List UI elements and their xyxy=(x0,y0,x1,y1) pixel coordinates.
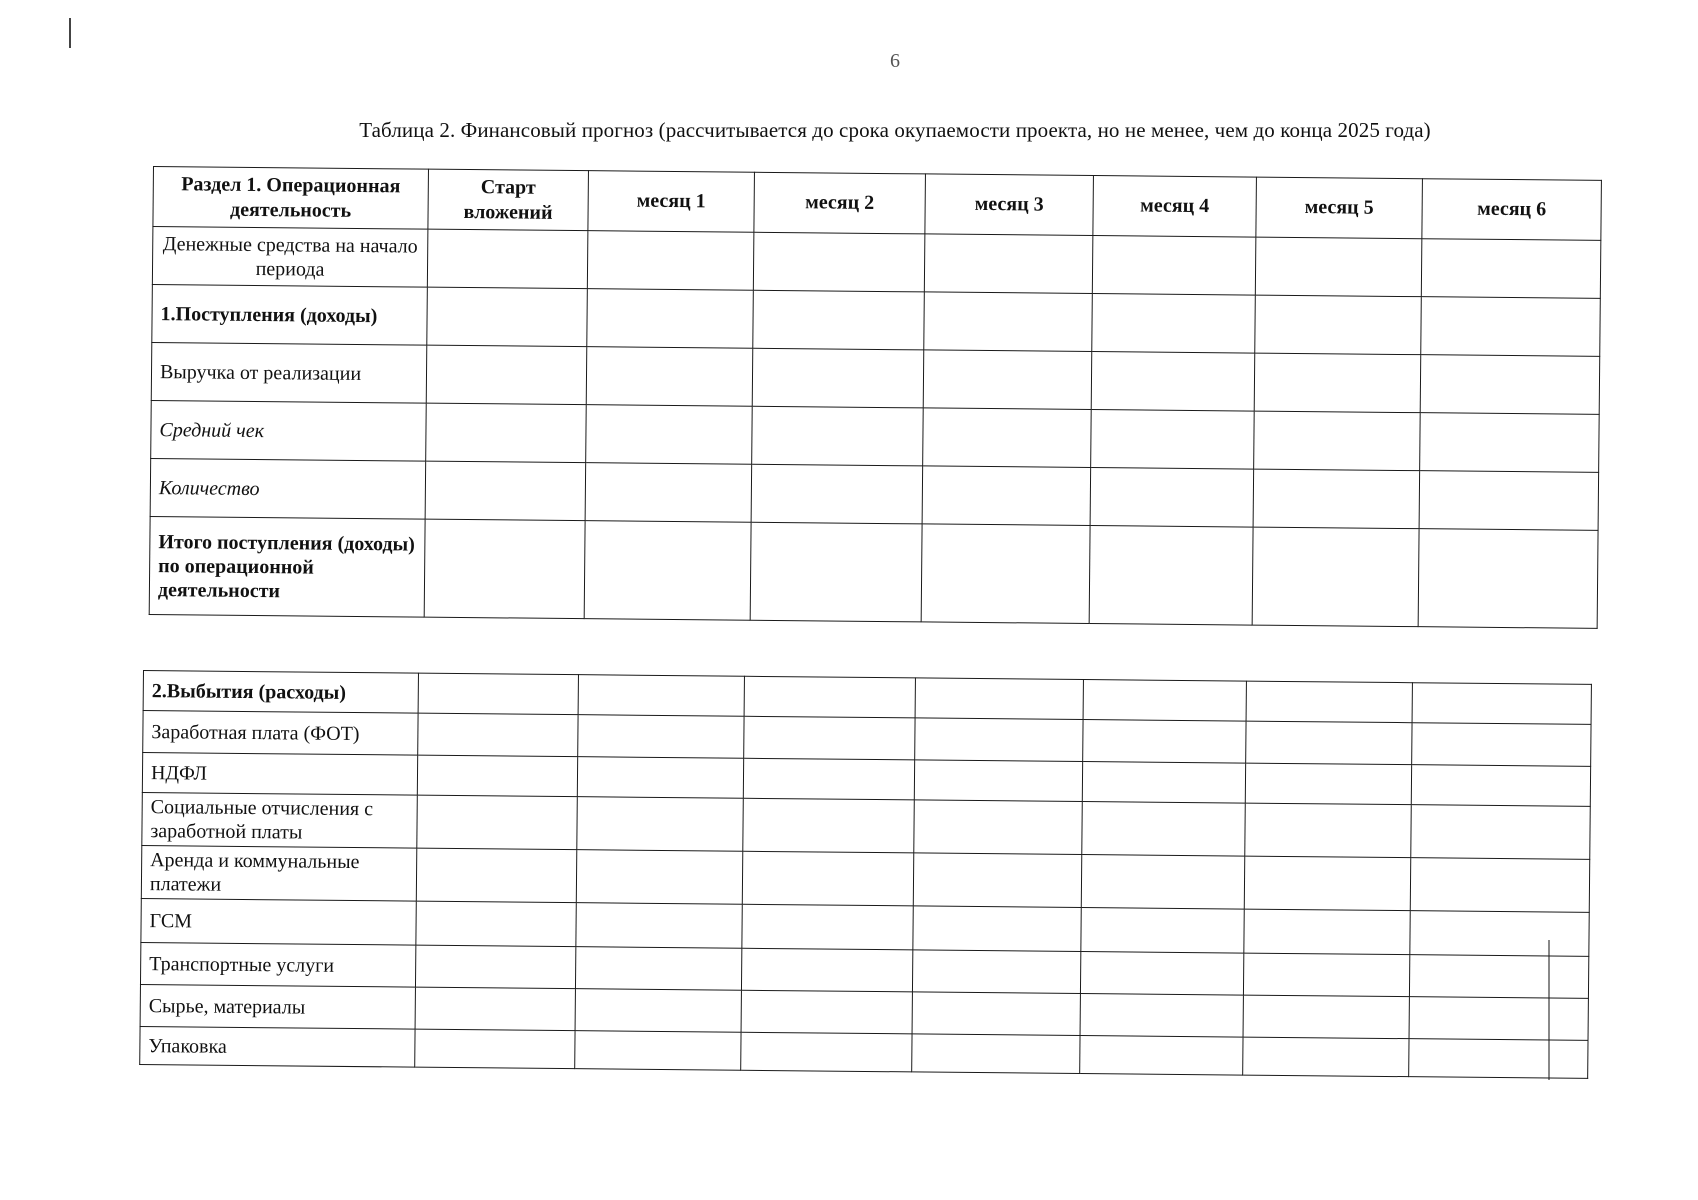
value-cell[interactable] xyxy=(1411,765,1590,807)
value-cell[interactable] xyxy=(1420,413,1600,473)
value-cell[interactable] xyxy=(1244,856,1411,911)
header-month-3: месяц 3 xyxy=(925,174,1094,236)
value-cell[interactable] xyxy=(1083,680,1246,722)
row-label-expenses: 2.Выбытия (расходы) xyxy=(143,671,418,714)
value-cell[interactable] xyxy=(575,947,741,991)
value-cell[interactable] xyxy=(743,798,915,853)
value-cell[interactable] xyxy=(415,1029,575,1069)
scan-mark xyxy=(69,18,71,48)
value-cell[interactable] xyxy=(1421,239,1601,299)
value-cell[interactable] xyxy=(751,464,923,524)
value-cell[interactable] xyxy=(1255,295,1422,355)
value-cell[interactable] xyxy=(575,989,741,1033)
row-label-quantity: Количество xyxy=(150,458,426,519)
value-cell[interactable] xyxy=(1081,908,1244,954)
value-cell[interactable] xyxy=(753,232,925,292)
value-cell[interactable] xyxy=(914,800,1083,855)
value-cell[interactable] xyxy=(426,345,587,405)
header-month-1: месяц 1 xyxy=(588,171,755,233)
value-cell[interactable] xyxy=(915,718,1083,762)
value-cell[interactable] xyxy=(1083,720,1246,764)
value-cell[interactable] xyxy=(416,901,576,947)
value-cell[interactable] xyxy=(416,848,577,903)
value-cell[interactable] xyxy=(1410,911,1589,957)
value-cell[interactable] xyxy=(924,292,1093,352)
value-cell[interactable] xyxy=(578,715,744,759)
value-cell[interactable] xyxy=(922,466,1091,526)
value-cell[interactable] xyxy=(752,406,924,466)
value-cell[interactable] xyxy=(1090,468,1254,528)
value-cell[interactable] xyxy=(415,945,575,989)
value-cell[interactable] xyxy=(921,524,1090,624)
row-label-fuel: ГСМ xyxy=(141,898,416,945)
value-cell[interactable] xyxy=(1411,805,1591,860)
value-cell[interactable] xyxy=(1246,721,1412,765)
table-title: Таблица 2. Финансовый прогноз (рассчитывается до срока окупаемости проекта, но не менее, чем до конца 2025 года) xyxy=(359,118,1431,142)
header-month-2: месяц 2 xyxy=(754,172,926,234)
value-cell[interactable] xyxy=(750,522,922,622)
value-cell[interactable] xyxy=(1245,803,1412,858)
value-cell[interactable] xyxy=(575,1031,741,1071)
value-cell[interactable] xyxy=(1243,995,1409,1039)
value-cell[interactable] xyxy=(577,797,744,852)
header-start-investment: Старт вложений xyxy=(428,169,589,231)
table-row xyxy=(149,516,1598,628)
value-cell[interactable] xyxy=(1421,297,1601,357)
value-cell[interactable] xyxy=(427,287,588,347)
value-cell[interactable] xyxy=(586,347,753,407)
value-cell[interactable] xyxy=(1410,858,1590,913)
value-cell[interactable] xyxy=(424,519,585,619)
row-label-social-contributions: Социальные отчисления с заработной платы xyxy=(142,792,417,848)
value-cell[interactable] xyxy=(1082,762,1245,804)
value-cell[interactable] xyxy=(1081,855,1245,910)
value-cell[interactable] xyxy=(1412,683,1591,725)
value-cell[interactable] xyxy=(1092,236,1256,296)
value-cell[interactable] xyxy=(912,950,1080,994)
financial-forecast-table-expenses xyxy=(139,670,1592,1079)
value-cell[interactable] xyxy=(1091,410,1255,470)
value-cell[interactable] xyxy=(425,461,586,521)
row-label-average-check: Средний чек xyxy=(151,400,427,461)
row-label-rent-utilities: Аренда и коммунальные платежи xyxy=(141,845,416,901)
value-cell[interactable] xyxy=(576,850,743,905)
row-label-transport: Транспортные услуги xyxy=(140,942,415,987)
value-cell[interactable] xyxy=(1080,994,1243,1038)
header-month-6: месяц 6 xyxy=(1422,179,1602,241)
value-cell[interactable] xyxy=(741,1032,912,1072)
value-cell[interactable] xyxy=(1080,1036,1243,1076)
value-cell[interactable] xyxy=(744,716,915,760)
value-cell[interactable] xyxy=(1246,681,1412,723)
value-cell[interactable] xyxy=(578,675,744,717)
value-cell[interactable] xyxy=(1245,763,1411,805)
value-cell[interactable] xyxy=(417,795,578,850)
value-cell[interactable] xyxy=(913,853,1082,908)
row-label-salary: Заработная плата (ФОТ) xyxy=(143,711,418,756)
value-cell[interactable] xyxy=(587,231,754,291)
value-cell[interactable] xyxy=(1243,1037,1409,1077)
value-cell[interactable] xyxy=(1091,352,1255,412)
financial-forecast-table-income xyxy=(149,166,1602,629)
value-cell[interactable] xyxy=(576,903,742,949)
value-cell[interactable] xyxy=(914,760,1082,802)
value-cell[interactable] xyxy=(1409,1039,1588,1079)
value-cell[interactable] xyxy=(743,758,914,800)
value-cell[interactable] xyxy=(417,755,577,797)
value-cell[interactable] xyxy=(923,350,1092,410)
value-cell[interactable] xyxy=(1409,997,1588,1041)
value-cell[interactable] xyxy=(1412,723,1591,767)
row-label-raw-materials: Сырье, материалы xyxy=(140,984,415,1029)
value-cell[interactable] xyxy=(1253,469,1420,529)
value-cell[interactable] xyxy=(915,678,1083,720)
value-cell[interactable] xyxy=(1420,355,1600,415)
value-cell[interactable] xyxy=(415,987,575,1031)
row-label-total-income: Итого поступления (доходы) по операционной деятельности xyxy=(149,516,425,617)
value-cell[interactable] xyxy=(1254,353,1421,413)
value-cell[interactable] xyxy=(1255,237,1422,297)
value-cell[interactable] xyxy=(744,676,915,718)
value-cell[interactable] xyxy=(1252,527,1419,627)
row-label-packaging: Упаковка xyxy=(140,1026,415,1067)
header-month-4: месяц 4 xyxy=(1093,176,1257,238)
value-cell[interactable] xyxy=(577,757,743,799)
value-cell[interactable] xyxy=(586,405,753,465)
row-label-income: 1.Поступления (доходы) xyxy=(152,284,428,345)
header-section: Раздел 1. Операционная деятельность xyxy=(153,167,429,230)
row-label-ndfl: НДФЛ xyxy=(142,753,417,796)
value-cell[interactable] xyxy=(1092,294,1256,354)
value-cell[interactable] xyxy=(587,289,754,349)
value-cell[interactable] xyxy=(742,904,913,950)
value-cell[interactable] xyxy=(427,229,588,289)
value-cell[interactable] xyxy=(1244,909,1410,955)
header-month-5: месяц 5 xyxy=(1256,177,1423,239)
value-cell[interactable] xyxy=(752,348,924,408)
value-cell[interactable] xyxy=(1418,529,1598,629)
value-cell[interactable] xyxy=(418,713,578,757)
value-cell[interactable] xyxy=(1082,802,1246,857)
value-cell[interactable] xyxy=(923,408,1092,468)
value-cell[interactable] xyxy=(1243,953,1409,997)
row-label-cash-start: Денежные средства на начало периода xyxy=(152,227,428,288)
value-cell[interactable] xyxy=(913,906,1081,952)
value-cell[interactable] xyxy=(418,673,578,715)
value-cell[interactable] xyxy=(1409,955,1588,999)
value-cell[interactable] xyxy=(1254,411,1421,471)
value-cell[interactable] xyxy=(426,403,587,463)
page-number: 6 xyxy=(890,50,900,72)
row-label-revenue: Выручка от реализации xyxy=(151,342,427,403)
value-cell[interactable] xyxy=(912,1034,1080,1074)
value-cell[interactable] xyxy=(584,521,751,621)
value-cell[interactable] xyxy=(912,992,1080,1036)
value-cell[interactable] xyxy=(753,290,925,350)
value-cell[interactable] xyxy=(741,948,912,992)
value-cell[interactable] xyxy=(1080,952,1243,996)
value-cell[interactable] xyxy=(924,234,1093,294)
value-cell[interactable] xyxy=(742,851,914,906)
value-cell[interactable] xyxy=(741,990,912,1034)
value-cell[interactable] xyxy=(585,463,752,523)
value-cell[interactable] xyxy=(1089,526,1253,626)
value-cell[interactable] xyxy=(1419,471,1599,531)
